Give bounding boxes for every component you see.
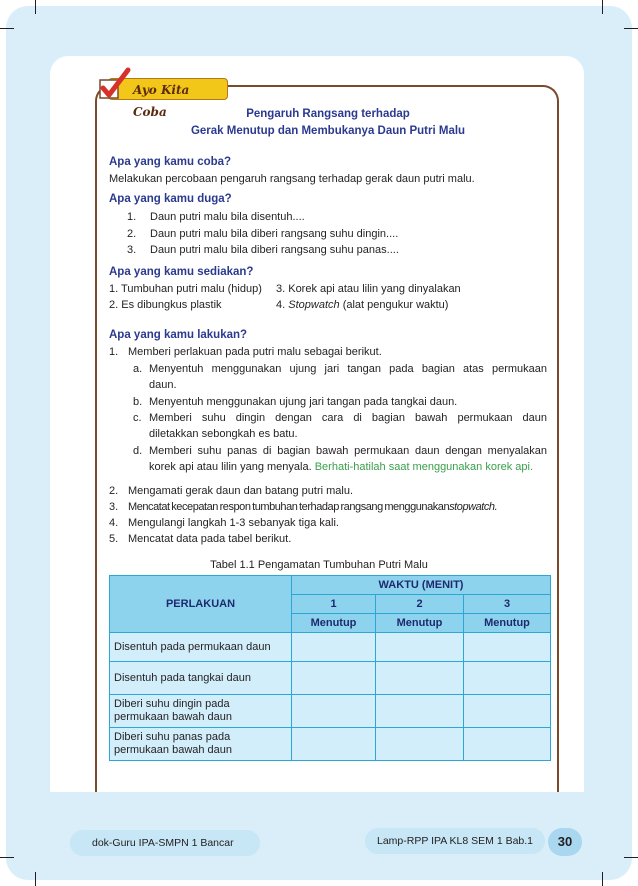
material-item — [276, 298, 448, 312]
header-minute: 3 — [464, 595, 551, 614]
list-item: Daun putri malu bila diberi rangsang suhu panas.... — [150, 244, 399, 256]
table-cell[interactable] — [464, 728, 551, 761]
crop-mark — [624, 857, 638, 858]
table-row — [110, 662, 551, 695]
section-heading-coba: Apa yang kamu coba? — [109, 156, 232, 168]
list-number: 1. — [127, 211, 137, 223]
crop-mark — [35, 0, 36, 14]
header-perlakuan: PERLAKUAN — [110, 576, 292, 633]
table-cell[interactable] — [376, 633, 464, 662]
row-label-text: Diberi suhu panas pada — [114, 731, 231, 743]
sub-label: b. — [133, 396, 143, 408]
page-title-line2: Gerak Menutup dan Membukanya Daun Putri Malu — [190, 125, 466, 137]
step-text: Mengamati gerak daun dan batang putri malu. — [128, 485, 354, 497]
section-heading-sediakan: Apa yang kamu sediakan? — [109, 266, 254, 278]
row-label — [110, 695, 292, 728]
sub-text: diletakkan sebongkah es batu. — [149, 428, 298, 440]
table-cell[interactable] — [464, 633, 551, 662]
section-text-coba: Melakukan percobaan pengaruh rangsang terhadap gerak daun putri malu. — [109, 173, 475, 185]
sub-text: Memberi suhu panas di bagian bawah permukaan daun dengan menyalakan — [149, 445, 547, 457]
table-cell[interactable] — [292, 633, 376, 662]
footer-right-text: Lamp-RPP IPA KL8 SEM 1 Bab.1 — [376, 835, 534, 847]
row-label-text: permukaan bawah daun — [114, 744, 233, 756]
table-row — [110, 695, 551, 728]
checkmark-icon — [96, 66, 132, 102]
header-sub: Menutup — [376, 614, 464, 633]
step-number: 1. — [109, 346, 119, 358]
material-number: 4. — [276, 299, 286, 311]
table-cell[interactable] — [292, 662, 376, 695]
row-label — [110, 662, 292, 695]
table-cell[interactable] — [464, 695, 551, 728]
step-text-part: Mencatat kecepatan respon tumbuhan terhadap rangsang menggunakan — [128, 501, 450, 513]
table-cell[interactable] — [292, 728, 376, 761]
crop-mark — [0, 857, 14, 858]
header-minute: 1 — [292, 595, 376, 614]
crop-mark — [602, 872, 603, 886]
step-text: Mengulangi langkah 1-3 sebanyak tiga kali. — [128, 517, 339, 529]
list-number: 3. — [127, 244, 137, 256]
list-item: Daun putri malu bila diberi rangsang suhu dingin.... — [150, 228, 399, 240]
crop-mark — [624, 28, 638, 29]
table-cell[interactable] — [376, 662, 464, 695]
section-heading-duga: Apa yang kamu duga? — [109, 193, 232, 205]
header-sub: Menutup — [464, 614, 551, 633]
step-italic: stopwatch. — [449, 501, 498, 513]
sub-text: Menyentuh menggunakan ujung jari tangan pada bagian atas permukaan — [149, 363, 547, 375]
crop-mark — [602, 0, 603, 14]
crop-mark — [0, 28, 14, 29]
sub-text: Menyentuh menggunakan ujung jari tangan pada tangkai daun. — [149, 396, 458, 408]
row-label-text: Diberi suhu dingin pada — [114, 698, 230, 710]
header-minute: 2 — [376, 595, 464, 614]
section-heading-lakukan: Apa yang kamu lakukan? — [109, 329, 248, 341]
footer-left — [70, 830, 260, 856]
sub-text-part: korek api atau lilin yang menyala. — [149, 461, 312, 473]
footer-right — [365, 828, 545, 854]
footer-left-text: dok-Guru IPA-SMPN 1 Bancar — [92, 837, 234, 849]
row-label — [110, 633, 292, 662]
row-label — [110, 728, 292, 761]
material-rest: (alat pengukur waktu) — [342, 299, 449, 311]
list-number: 2. — [127, 228, 137, 240]
warning-text: Berhati-hatilah saat menggunakan korek api. — [314, 461, 534, 473]
table-cell[interactable] — [464, 662, 551, 695]
table-row — [110, 633, 551, 662]
row-label-text: Disentuh pada permukaan daun — [114, 641, 271, 653]
header-sub: Menutup — [292, 614, 376, 633]
page-number: 30 — [548, 828, 582, 856]
sub-label: a. — [133, 363, 143, 375]
sub-text: daun. — [149, 379, 177, 391]
activity-badge: Ayo Kita Coba — [108, 78, 228, 100]
step-number: 5. — [109, 533, 119, 545]
table-caption: Tabel 1.1 Pengamatan Tumbuhan Putri Malu — [210, 559, 428, 571]
crop-mark — [35, 872, 36, 886]
sub-label: d. — [133, 445, 143, 457]
step-number: 2. — [109, 485, 119, 497]
table-row — [110, 728, 551, 761]
material-italic: Stopwatch — [288, 299, 340, 311]
header-waktu: WAKTU (MENIT) — [292, 576, 551, 595]
observation-table — [109, 575, 551, 761]
sub-text — [149, 460, 533, 474]
table-cell[interactable] — [292, 695, 376, 728]
row-label-text: Disentuh pada tangkai daun — [114, 672, 251, 684]
step-number: 3. — [109, 501, 119, 513]
table-cell[interactable] — [376, 695, 464, 728]
list-item: Daun putri malu bila disentuh.... — [150, 211, 305, 223]
row-label-text: permukaan bawah daun — [114, 711, 233, 723]
sub-label: c. — [133, 412, 142, 424]
sub-text: Memberi suhu dingin dengan cara di bagian bawah permukaan daun — [149, 412, 547, 424]
material-item: 2. Es dibungkus plastik — [109, 299, 222, 311]
step-text: Memberi perlakuan pada putri malu sebagai berikut. — [128, 346, 382, 358]
page-title-line1: Pengaruh Rangsang terhadap — [246, 108, 410, 120]
step-text — [128, 500, 497, 514]
material-item: 3. Korek api atau lilin yang dinyalakan — [276, 283, 461, 295]
step-number: 4. — [109, 517, 119, 529]
table-cell[interactable] — [376, 728, 464, 761]
step-text: Mencatat data pada tabel berikut. — [128, 533, 292, 545]
material-item: 1. Tumbuhan putri malu (hidup) — [109, 283, 262, 295]
